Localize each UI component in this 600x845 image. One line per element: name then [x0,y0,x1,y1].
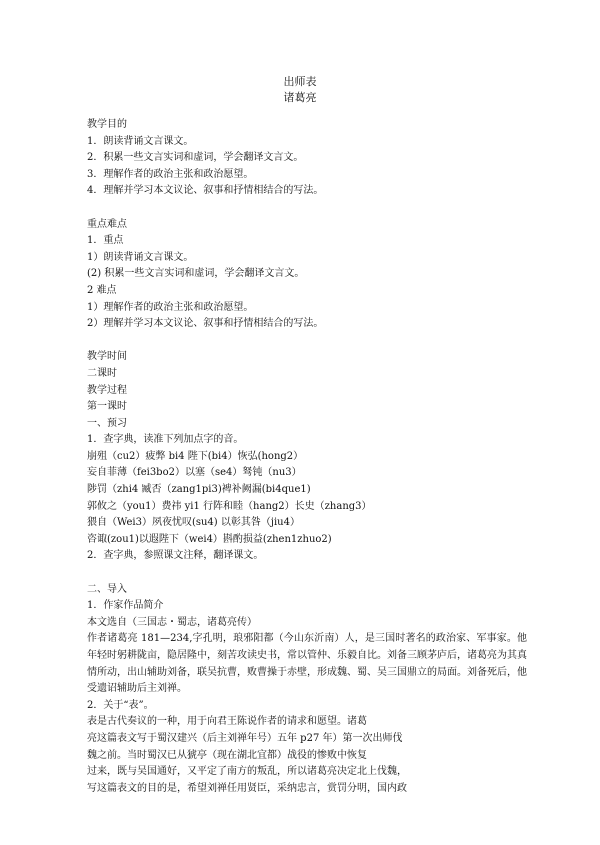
spacer [87,333,527,350]
key-point-line: 2）理解并学习本文议论、叙事和抒情相结合的写法。 [87,318,324,330]
intro-subheading: 1．作家作品简介 [87,600,164,612]
spacer [87,565,527,582]
intro-heading: 二、导入 [87,583,127,595]
key-point-line: (2) 积累一些文言实词和虚词，学会翻译文言文。 [87,268,305,280]
pronunciation-line: 陟罚（zhi4 臧否（zang1pi3)裨补阙漏(bi4que1) [87,484,311,496]
schedule-line: 二课时 [87,367,117,379]
author-bio: 作者诸葛亮 181—234,字孔明，琅邪阳都（今山东沂南）人，是三国时著名的政治家、军事家。他年轻时躬耕陇亩，隐居隆中，刻苦攻读史书，常以管仲、乐毅自比。刘备三顾茅庐后，诸葛亮为其真情所动，出山辅助刘备，联吴抗曹，败曹操于赤壁，形成魏、蜀、吴三国鼎立的局面。刘备死后，他受遗诏辅助后主刘禅。 [87,633,527,695]
intro-text-line: 表是古代奏议的一种，用于向君王陈说作者的请求和愿望。诸葛 [87,716,367,728]
document-title: 出师表 [283,75,317,88]
document-author: 诸葛亮 [283,91,317,104]
objectives-heading: 教学目的 [87,119,127,130]
objective-item: 3．理解作者的政治主张和政治愿望。 [87,168,254,180]
document-body [87,117,527,797]
objective-item: 1．朗读背诵文言课文。 [87,135,194,147]
intro-text-line: 亮这篇表文写于蜀汉建兴（后主刘禅年号）五年 p27 年）第一次出师伐 [87,732,403,744]
schedule-line: 第一课时 [87,401,127,413]
pronunciation-line: 咨诹(zou1)以遐陛下（wei4）斟酌损益(zhen1zhuo2) [87,533,332,545]
pronunciation-line: 妄自菲薄（fei3bo2）以塞（se4）驽钝（nu3） [87,467,302,479]
key-point-line: 1）理解作者的政治主张和政治愿望。 [87,301,254,313]
schedule-line: 2．查字典，参照课文注释，翻译课文。 [87,550,264,562]
key-point-line: 1．重点 [87,235,124,247]
intro-subheading: 2．关于“表”。 [87,699,154,711]
title-block [0,74,600,106]
key-point-line: 2 难点 [87,284,117,296]
objective-item: 2．积累一些文言实词和虚词，学会翻译文言文。 [87,152,304,164]
pronunciation-line: 猥自（Wei3）夙夜忧叹(su4) 以彰其咎（jiu4） [87,517,300,529]
pronunciation-line: 崩殂（cu2）疲弊 bi4 陛下(bi4）恢弘(hong2） [87,450,304,462]
objective-item: 4．理解并学习本文议论、叙事和抒情相结合的写法。 [87,185,324,197]
schedule-line: 教学过程 [87,384,127,396]
schedule-line: 一、预习 [87,417,127,429]
intro-text-line: 写这篇表文的目的是，希望刘禅任用贤臣，采纳忠言，赏罚分明，国内政 [87,782,407,794]
key-point-line: 1）朗读背诵文言课文。 [87,251,194,263]
intro-text-line: 魏之前。当时蜀汉已从猇亭（现在湖北宜都）战役的惨败中恢复 [87,749,367,761]
schedule-line: 1．查字典，读准下列加点字的音。 [87,434,244,446]
source-line: 本文选自（三国志・蜀志，诸葛亮传） [87,616,257,628]
intro-text-line: 过来，既与吴国通好，又平定了南方的叛乱，所以诸葛亮决定北上伐魏， [87,766,407,778]
key-points-heading: 重点难点 [87,218,127,230]
pronunciation-line: 郭攸之（you1）费祎 yi1 行阵和睦（hang2）长史（zhang3） [87,500,372,512]
spacer [87,200,527,217]
schedule-line: 教学时间 [87,351,127,363]
